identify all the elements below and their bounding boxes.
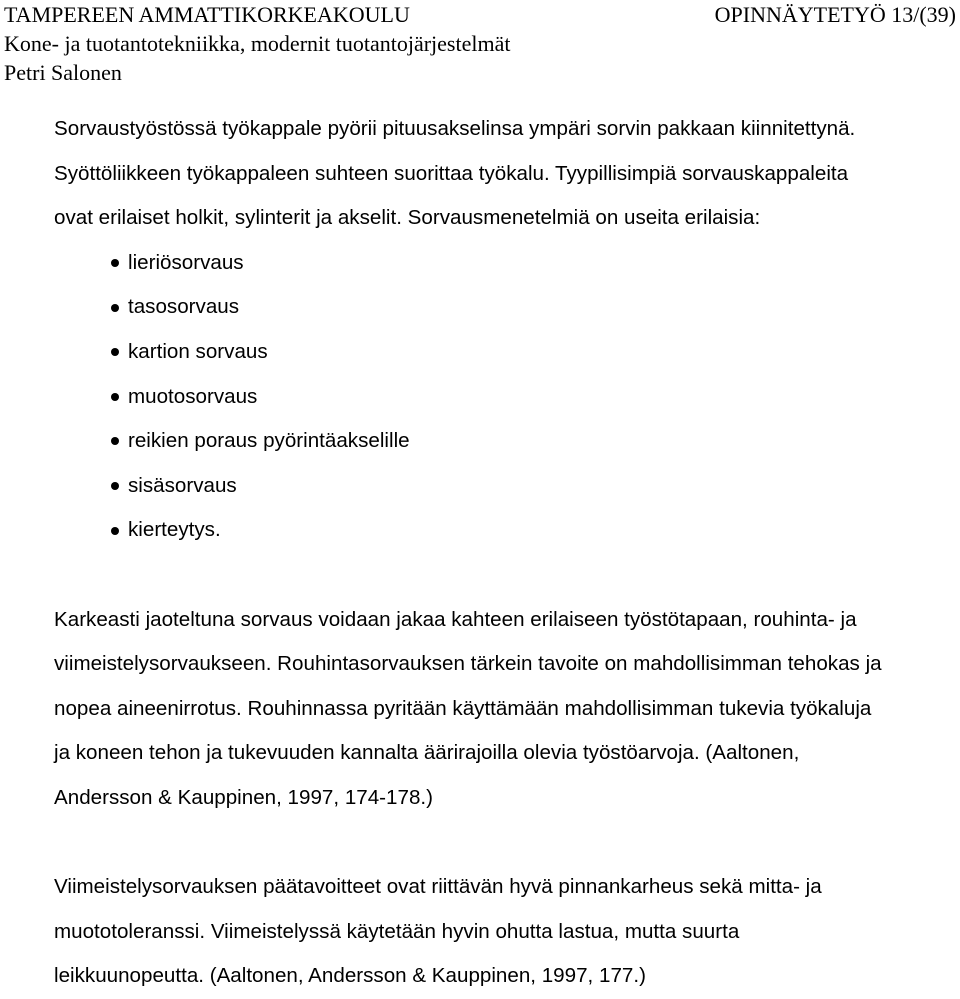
paragraph-line: Viimeistelysorvauksen päätavoitteet ovat riittävän hyvä pinnankarheus sekä mitta- ja	[54, 875, 822, 899]
paragraph-line: Andersson & Kauppinen, 1997, 174-178.)	[54, 785, 433, 809]
list-item	[54, 330, 954, 375]
bullet-icon	[111, 482, 119, 490]
list-item-label: reikien poraus pyörintäakselille	[128, 429, 410, 453]
header-top-row	[4, 0, 956, 29]
paragraph-line: Sorvaustyöstössä työkappale pyörii pituusakselinsa ympäri sorvin pakkaan kiinnitettynä.	[54, 117, 856, 140]
list-item-label: tasosorvaus	[128, 295, 240, 319]
finishing-paragraph	[54, 865, 954, 999]
paragraph-line: Syöttöliikkeen työkappaleen suhteen suorittaa työkalu. Tyypillisimpiä sorvauskappaleita	[54, 161, 849, 185]
program-name: Kone- ja tuotantotekniikka, modernit tuotantojärjestelmät	[4, 31, 511, 56]
list-item	[54, 375, 954, 420]
list-item-label: kierteytys.	[128, 518, 221, 542]
paragraph-line: ja koneen tehon ja tukevuuden kannalta äärirajoilla olevia työstöarvoja. (Aaltonen,	[54, 741, 800, 765]
bullet-icon	[111, 527, 119, 535]
paragraph-line: nopea aineenirrotus. Rouhinnassa pyritään käyttämään mahdollisimman tukevia työkaluja	[54, 696, 872, 720]
bullet-icon	[111, 348, 119, 356]
author-name: Petri Salonen	[4, 60, 122, 85]
list-item	[54, 285, 954, 330]
list-item-label: kartion sorvaus	[128, 339, 268, 363]
document-body	[54, 107, 954, 999]
paragraph-spacer	[54, 553, 954, 598]
list-item	[54, 419, 954, 464]
list-item-label: sisäsorvaus	[128, 473, 237, 497]
page-header	[4, 0, 956, 87]
list-item	[54, 241, 954, 286]
paragraph-line: ovat erilaiset holkit, sylinterit ja akselit. Sorvausmenetelmiä on useita erilaisia:	[54, 206, 761, 230]
list-item-label: lieriösorvaus	[128, 250, 244, 274]
institution-name: TAMPEREEN AMMATTIKORKEAKOULU	[4, 2, 410, 27]
roughing-paragraph	[54, 598, 954, 821]
bullet-icon	[111, 393, 119, 401]
turning-methods-list	[54, 241, 954, 553]
paragraph-line: viimeistelysorvaukseen. Rouhintasorvauksen tärkein tavoite on mahdollisimman tehokas ja	[54, 652, 882, 676]
list-item	[54, 508, 954, 553]
paragraph-spacer	[54, 821, 954, 866]
page-label: OPINNÄYTETYÖ 13/(39)	[714, 2, 956, 27]
paragraph-line: leikkuunopeutta. (Aaltonen, Andersson & Kauppinen, 1997, 177.)	[54, 964, 646, 988]
list-item	[54, 464, 954, 509]
intro-paragraph	[54, 107, 954, 241]
bullet-icon	[111, 304, 119, 312]
bullet-icon	[111, 259, 119, 267]
paragraph-line: muototoleranssi. Viimeistelyssä käytetään hyvin ohutta lastua, mutta suurta	[54, 919, 740, 943]
bullet-icon	[111, 437, 119, 445]
list-item-label: muotosorvaus	[128, 384, 258, 408]
paragraph-line: Karkeasti jaoteltuna sorvaus voidaan jakaa kahteen erilaiseen työstötapaan, rouhinta- ja	[54, 607, 857, 631]
